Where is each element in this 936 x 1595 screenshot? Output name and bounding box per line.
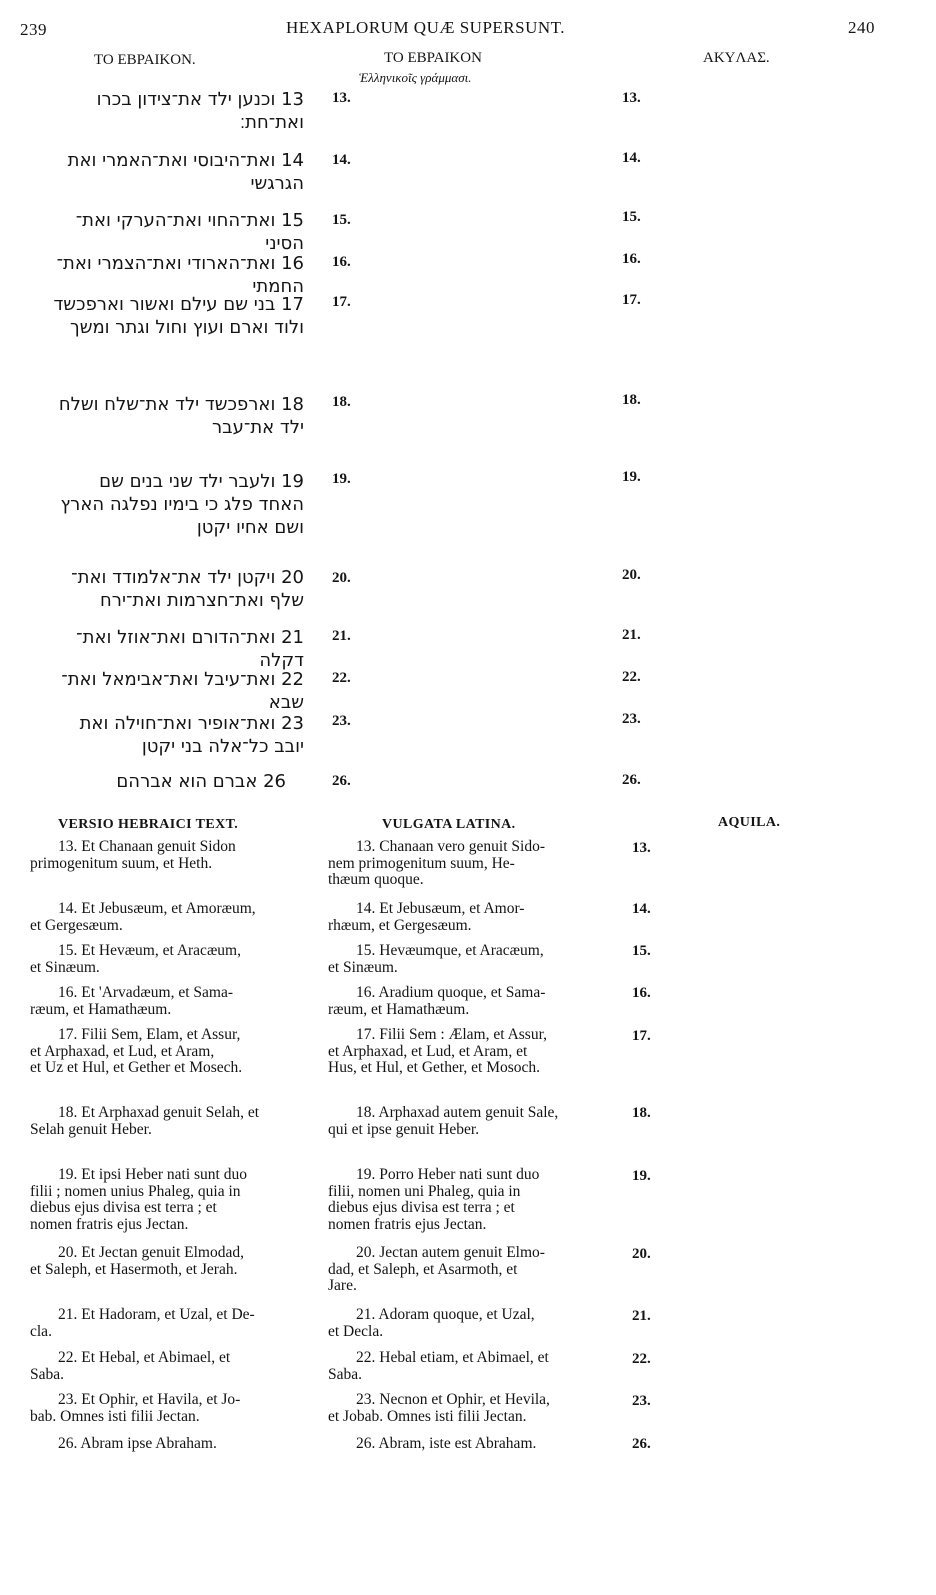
versio-line: 19. Et ipsi Heber nati sunt duo	[58, 1166, 247, 1183]
vulgata-line: rhæum, et Gergesæum.	[328, 916, 472, 934]
versio-verse	[30, 901, 312, 934]
verse-number: 26	[263, 771, 286, 792]
vulgata-line: et Sinæum.	[328, 958, 398, 976]
vulgata-line: et Decla.	[328, 1322, 384, 1340]
hebrew-verse	[22, 149, 304, 195]
versio-line: diebus ejus divisa est terra ; et	[30, 1199, 217, 1216]
vulgata-verse	[328, 1436, 600, 1453]
hebrew-verse	[22, 209, 304, 255]
aquila-verse-number: 17.	[632, 1028, 651, 1044]
verse-number: 21.	[622, 627, 641, 643]
verse-number: 20	[281, 567, 304, 588]
verse-number: 23.	[332, 713, 351, 729]
hebrew-verse	[22, 770, 286, 793]
vulgata-line: 14. Et Jebusæum, et Amor-	[356, 900, 525, 917]
hebrew-line: ואת־החוי ואת־הערקי ואת־	[75, 210, 276, 231]
versio-line: primogenitum suum, et Heth.	[30, 854, 213, 872]
vulgata-line: 21. Adoram quoque, et Uzal,	[356, 1306, 535, 1323]
hebrew-line: ויקטן ילד את־אלמודד ואת־	[71, 567, 276, 588]
column-heading-aquila-greek: AKYΛAΣ.	[703, 50, 770, 66]
column-heading-aquila-latin: AQUILA.	[718, 815, 781, 830]
versio-line: et Uz et Hul, et Gether et Mosech.	[30, 1059, 243, 1076]
aquila-verse-number: 22.	[632, 1351, 651, 1367]
verse-number: 15.	[622, 209, 641, 225]
versio-line: et Sinæum.	[30, 958, 100, 976]
aquila-verse-number: 19.	[632, 1168, 651, 1184]
hebrew-verse	[22, 88, 304, 134]
verse-number: 22.	[622, 669, 641, 685]
versio-verse	[30, 1307, 312, 1340]
verse-number: 20.	[622, 567, 641, 583]
versio-line: Selah genuit Heber.	[30, 1120, 152, 1138]
hebrew-line: הסיני	[265, 233, 304, 254]
hebrew-verse	[22, 293, 304, 339]
vulgata-line: 15. Hevæumque, et Aracæum,	[356, 942, 544, 959]
vulgata-line: Hus, et Hul, et Gether, et Mosoch.	[328, 1059, 541, 1076]
page-title: HEXAPLORUM QUÆ SUPERSUNT.	[286, 18, 566, 37]
hebrew-verse	[22, 252, 304, 298]
versio-line: 16. Et 'Arvadæum, et Sama-	[58, 984, 233, 1001]
verse-number: 15.	[332, 212, 351, 228]
hebrew-line: בני שם עילם ואשור וארפכשד	[53, 294, 276, 315]
versio-line: bab. Omnes isti filii Jectan.	[30, 1407, 200, 1425]
versio-line: 18. Et Arphaxad genuit Selah, et	[58, 1104, 260, 1121]
verse-number: 15	[281, 210, 304, 231]
versio-line: cla.	[30, 1322, 52, 1340]
vulgata-verse	[328, 1392, 600, 1425]
aquila-verse-number: 16.	[632, 985, 651, 1001]
versio-line: 15. Et Hevæum, et Aracæum,	[58, 942, 241, 959]
verse-number: 17	[281, 294, 304, 315]
vulgata-verse	[328, 1307, 600, 1340]
vulgata-line: 23. Necnon et Ophir, et Hevila,	[356, 1391, 550, 1408]
hebrew-verse	[22, 470, 304, 539]
vulgata-verse	[328, 985, 600, 1018]
hebrew-line: שבא	[268, 692, 304, 713]
hebrew-verse	[22, 393, 304, 439]
versio-verse	[30, 1105, 312, 1138]
hebrew-line: ואת־עיבל ואת־אבימאל ואת־	[61, 669, 276, 690]
verse-number: 26.	[332, 773, 351, 789]
vulgata-verse	[328, 1167, 600, 1233]
hebrew-line: האחד פלג כי בימיו נפלגה הארץ	[60, 494, 304, 515]
hebrew-line: דקלה	[259, 650, 304, 671]
hebrew-line: ולעבר ילד שני בנים שם	[99, 471, 276, 492]
hebrew-line: ואת־אופיר ואת־חוילה ואת	[79, 713, 276, 734]
versio-line: ræum, et Hamathæum.	[30, 1000, 172, 1018]
verse-number: 18.	[622, 392, 641, 408]
verse-number: 21	[281, 627, 304, 648]
hebrew-line: אברם הוא אברהם	[116, 771, 258, 792]
versio-verse	[30, 1245, 312, 1278]
vulgata-verse	[328, 901, 600, 934]
aquila-verse-number: 15.	[632, 943, 651, 959]
versio-verse	[30, 1350, 312, 1383]
page-number-left: 239	[20, 20, 47, 39]
hebrew-line: ואת־הדורם ואת־אוזל ואת־	[76, 627, 276, 648]
verse-number: 17.	[332, 294, 351, 310]
vulgata-line: 16. Aradium quoque, et Sama-	[356, 984, 546, 1001]
versio-line: 23. Et Ophir, et Havila, et Jo-	[58, 1391, 241, 1408]
versio-verse	[30, 1436, 312, 1453]
column-heading-transliteration: TO EBPAIKON	[384, 50, 482, 66]
hebrew-line: ואת־הארודי ואת־הצמרי ואת־	[56, 253, 276, 274]
versio-line: et Arphaxad, et Lud, et Aram,	[30, 1042, 215, 1060]
hebrew-line: יובב כל־אלה בני יקטן	[141, 736, 304, 757]
vulgata-line: 22. Hebal etiam, et Abimael, et	[356, 1349, 549, 1366]
verse-number: 23.	[622, 711, 641, 727]
hebrew-line: החמתי	[252, 276, 304, 297]
versio-line: 20. Et Jectan genuit Elmodad,	[58, 1244, 244, 1261]
aquila-verse-number: 23.	[632, 1393, 651, 1409]
vulgata-line: et Jobab. Omnes isti filii Jectan.	[328, 1407, 527, 1425]
vulgata-line: qui et ipse genuit Heber.	[328, 1120, 480, 1138]
verse-number: 13.	[622, 90, 641, 106]
verse-number: 18.	[332, 394, 351, 410]
vulgata-line: dad, et Saleph, et Asarmoth, et	[328, 1260, 518, 1278]
verse-number: 13.	[332, 90, 351, 106]
verse-number: 19	[281, 471, 304, 492]
versio-verse	[30, 1392, 312, 1425]
versio-line: filii ; nomen unius Phaleg, quia in	[30, 1182, 241, 1200]
vulgata-line: thæum quoque.	[328, 871, 424, 888]
hebrew-verse	[22, 566, 304, 612]
hebrew-verse	[22, 712, 304, 758]
versio-line: nomen fratris ejus Jectan.	[30, 1215, 189, 1233]
hebrew-line: ושם אחיו יקטן	[196, 517, 304, 538]
versio-line: 13. Et Chanaan genuit Sidon	[58, 838, 236, 855]
versio-line: et Gergesæum.	[30, 916, 123, 934]
vulgata-verse	[328, 1245, 600, 1295]
vulgata-line: Jare.	[328, 1277, 357, 1294]
versio-verse	[30, 1167, 312, 1233]
vulgata-line: et Arphaxad, et Lud, et Aram, et	[328, 1042, 528, 1060]
hebrew-verse	[22, 668, 304, 714]
vulgata-line: ræum, et Hamathæum.	[328, 1000, 470, 1018]
versio-verse	[30, 1027, 312, 1077]
vulgata-line: 17. Filii Sem : Ælam, et Assur,	[356, 1026, 547, 1043]
vulgata-line: 13. Chanaan vero genuit Sido-	[356, 838, 545, 855]
verse-number: 22.	[332, 670, 351, 686]
vulgata-line: 26. Abram, iste est Abraham.	[356, 1435, 537, 1452]
verse-number: 14.	[332, 152, 351, 168]
versio-line: 26. Abram ipse Abraham.	[58, 1435, 217, 1452]
verse-number: 19.	[332, 471, 351, 487]
hebrew-line: הגרגשי	[250, 173, 304, 194]
hebrew-line: שלף ואת־חצרמות ואת־ירח	[100, 590, 304, 611]
aquila-verse-number: 20.	[632, 1246, 651, 1262]
verse-number: 13	[281, 89, 304, 110]
vulgata-line: 20. Jectan autem genuit Elmo-	[356, 1244, 545, 1261]
versio-line: 22. Et Hebal, et Abimael, et	[58, 1349, 231, 1366]
vulgata-verse	[328, 839, 600, 889]
versio-line: 17. Filii Sem, Elam, et Assur,	[58, 1026, 241, 1043]
vulgata-verse	[328, 1027, 600, 1077]
verse-number: 16	[281, 253, 304, 274]
verse-number: 16.	[622, 251, 641, 267]
versio-verse	[30, 943, 312, 976]
verse-number: 18	[281, 394, 304, 415]
hebrew-line: ואת־היבוסי ואת־האמרי ואת	[67, 150, 276, 171]
versio-line: 14. Et Jebusæum, et Amoræum,	[58, 900, 256, 917]
versio-verse	[30, 839, 312, 872]
versio-line: 21. Et Hadoram, et Uzal, et De-	[58, 1306, 255, 1323]
verse-number: 17.	[622, 292, 641, 308]
column-subheading-greek-letters: Ἑλληνικοῖς γράμμασι.	[359, 70, 472, 85]
hebrew-line: ילד את־עבר	[212, 417, 304, 438]
page-number-right: 240	[848, 18, 875, 37]
aquila-verse-number: 13.	[632, 840, 651, 856]
vulgata-verse	[328, 1105, 600, 1138]
hebrew-line: ולוד וארם ועוץ וחול וגתר ומשך	[70, 317, 304, 338]
verse-number: 22	[281, 669, 304, 690]
verse-number: 19.	[622, 469, 641, 485]
vulgata-line: Saba.	[328, 1365, 363, 1383]
hebrew-line: וארפכשד ילד את־שלח ושלח	[58, 394, 276, 415]
aquila-verse-number: 18.	[632, 1105, 651, 1121]
versio-verse	[30, 985, 312, 1018]
column-heading-versio-hebraici: VERSIO HEBRAICI TEXT.	[58, 817, 239, 832]
vulgata-line: filii, nomen uni Phaleg, quia in	[328, 1182, 521, 1200]
vulgata-line: diebus ejus divisa est terra ; et	[328, 1199, 515, 1216]
versio-line: Saba.	[30, 1365, 65, 1383]
verse-number: 14	[281, 150, 304, 171]
aquila-verse-number: 21.	[632, 1308, 651, 1324]
vulgata-verse	[328, 1350, 600, 1383]
verse-number: 16.	[332, 254, 351, 270]
hebrew-line: וכנען ילד את־צידון בכרו	[96, 89, 276, 110]
versio-line: et Saleph, et Hasermoth, et Jerah.	[30, 1260, 238, 1278]
aquila-verse-number: 26.	[632, 1436, 651, 1452]
verse-number: 20.	[332, 570, 351, 586]
column-heading-vulgata: VULGATA LATINA.	[382, 817, 516, 832]
hebrew-verse	[22, 626, 304, 672]
verse-number: 23	[281, 713, 304, 734]
verse-number: 14.	[622, 150, 641, 166]
column-heading-hebrew: TO EBPAIKON.	[94, 52, 196, 68]
hebrew-line: ואת־חת׃	[239, 112, 304, 133]
vulgata-line: 18. Arphaxad autem genuit Sale,	[356, 1104, 559, 1121]
vulgata-line: nem primogenitum suum, He-	[328, 854, 515, 872]
aquila-verse-number: 14.	[632, 901, 651, 917]
verse-number: 26.	[622, 772, 641, 788]
vulgata-verse	[328, 943, 600, 976]
verse-number: 21.	[332, 628, 351, 644]
vulgata-line: nomen fratris ejus Jectan.	[328, 1215, 487, 1233]
vulgata-line: 19. Porro Heber nati sunt duo	[356, 1166, 540, 1183]
